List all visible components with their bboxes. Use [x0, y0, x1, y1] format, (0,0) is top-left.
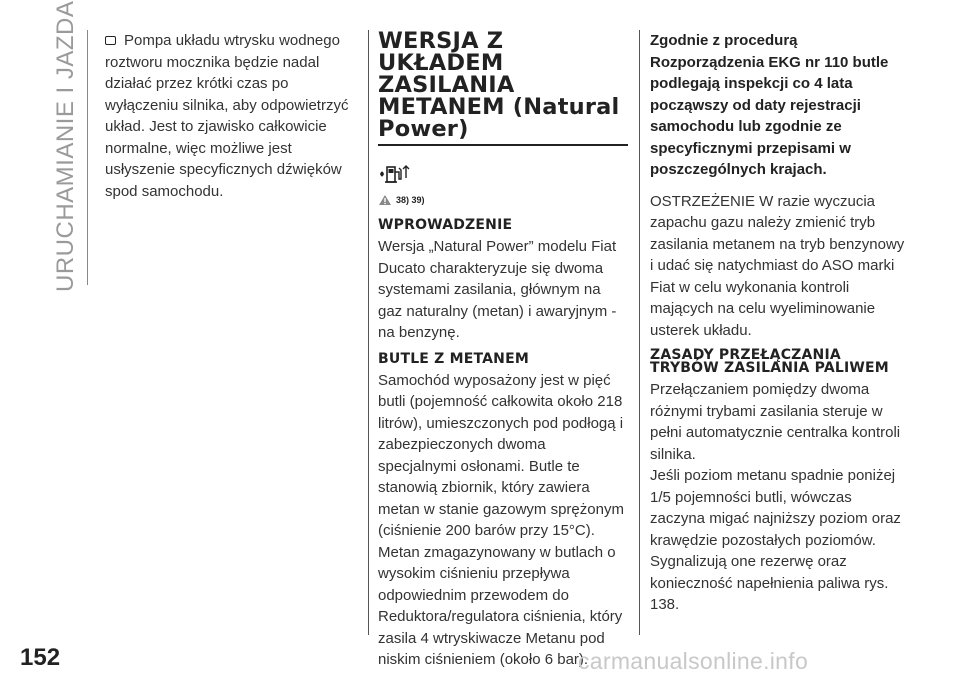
cylinders-text: Samochód wyposażony jest w pięć butli (pojemność całkowita około 218 litrów), umieszczonych pod podłogą i zabezpieczonych dwoma specjalnymi osłonami. Butle te stanowią zbiornik, który zawiera metan w stanie gazowym sprężonym (ciśnienie 200 barów przy 15°C). Metan zmagazynowany w butlach o wysokim ciśnieniu przepływa odpowiednim przewodem do Reduktora/regulatora ciśnienia, który zasila 4 wtryskiwacze Metanu pod niskim ciśnieniem (około 6 bar). — [378, 371, 624, 668]
warning-reference — [378, 194, 628, 206]
side-divider — [87, 30, 88, 285]
gas-smell-warning: OSTRZEŻENIE W razie wyczucia zapachu gazu należy zmienić tryb zasilania metanem na tryb benzynowy i udać się natychmiast do ASO marki Fiat w celu wykonania kontroli mających na celu wyeliminowanie usterek układu. — [650, 192, 905, 339]
switch-heading: ZASADY PRZEŁĄCZANIA TRYBÓW ZASILANIA PALIWEM — [650, 347, 889, 376]
warning-ref-text: 38) 39) — [396, 195, 425, 205]
warning-triangle-icon — [378, 194, 392, 206]
column-3 — [650, 30, 905, 616]
intro-heading: WPROWADZENIE — [378, 217, 513, 233]
section-title: WERSJA Z UKŁADEM ZASILANIA METANEM (Natural Power) — [378, 30, 628, 146]
page-number: 152 — [20, 644, 61, 671]
inspection-text: Zgodnie z procedurą Rozporządzenia EKG nr 110 butle podlegają inspekcji co 4 lata począwszy od daty rejestracji samochodu lub zgodnie ze specyficznymi przepisami w poszczególnych krajach. — [650, 32, 889, 178]
pump-text: Pompa układu wtrysku wodnego roztworu mocznika będzie nadal działać przez krótki czas po wyłączeniu silnika, aby odpowietrzyć układ. Jest to zjawisko całkowicie normalne, więc możliwe jest usłyszenie specyficznych dźwięków spod samochodu. — [105, 32, 349, 200]
fuel-pump-icon — [378, 164, 628, 186]
column-divider-1 — [368, 30, 369, 635]
side-section-title: URUCHAMIANIE I JAZDA — [52, 0, 79, 292]
column-2 — [378, 30, 628, 671]
watermark: carmanualsonline.info — [578, 648, 809, 674]
switch-text-2: Jeśli poziom metanu spadnie poniżej 1/5 pojemności butli, wówczas zaczyna migać najniższy poziom oraz krawędzie pozostałych poziomów. Sygnalizują one rezerwę oraz konieczność napełnienia paliwa rys. 138. — [650, 467, 901, 613]
column-divider-2 — [639, 30, 640, 635]
cylinders-heading: BUTLE Z METANEM — [378, 350, 529, 367]
switch-text-1: Przełączaniem pomiędzy dwoma różnymi trybami zasilania steruje w pełni automatycznie centralka kontroli silnika. — [650, 381, 901, 463]
intro-text: Wersja „Natural Power” modelu Fiat Ducato charakteryzuje się dwoma systemami zasilania, głównym na gaz naturalny (metan) i awaryjnym - na benzynę. — [378, 238, 617, 341]
pump-paragraph — [105, 30, 360, 202]
checkbox-icon — [105, 36, 116, 45]
column-1 — [105, 30, 360, 202]
